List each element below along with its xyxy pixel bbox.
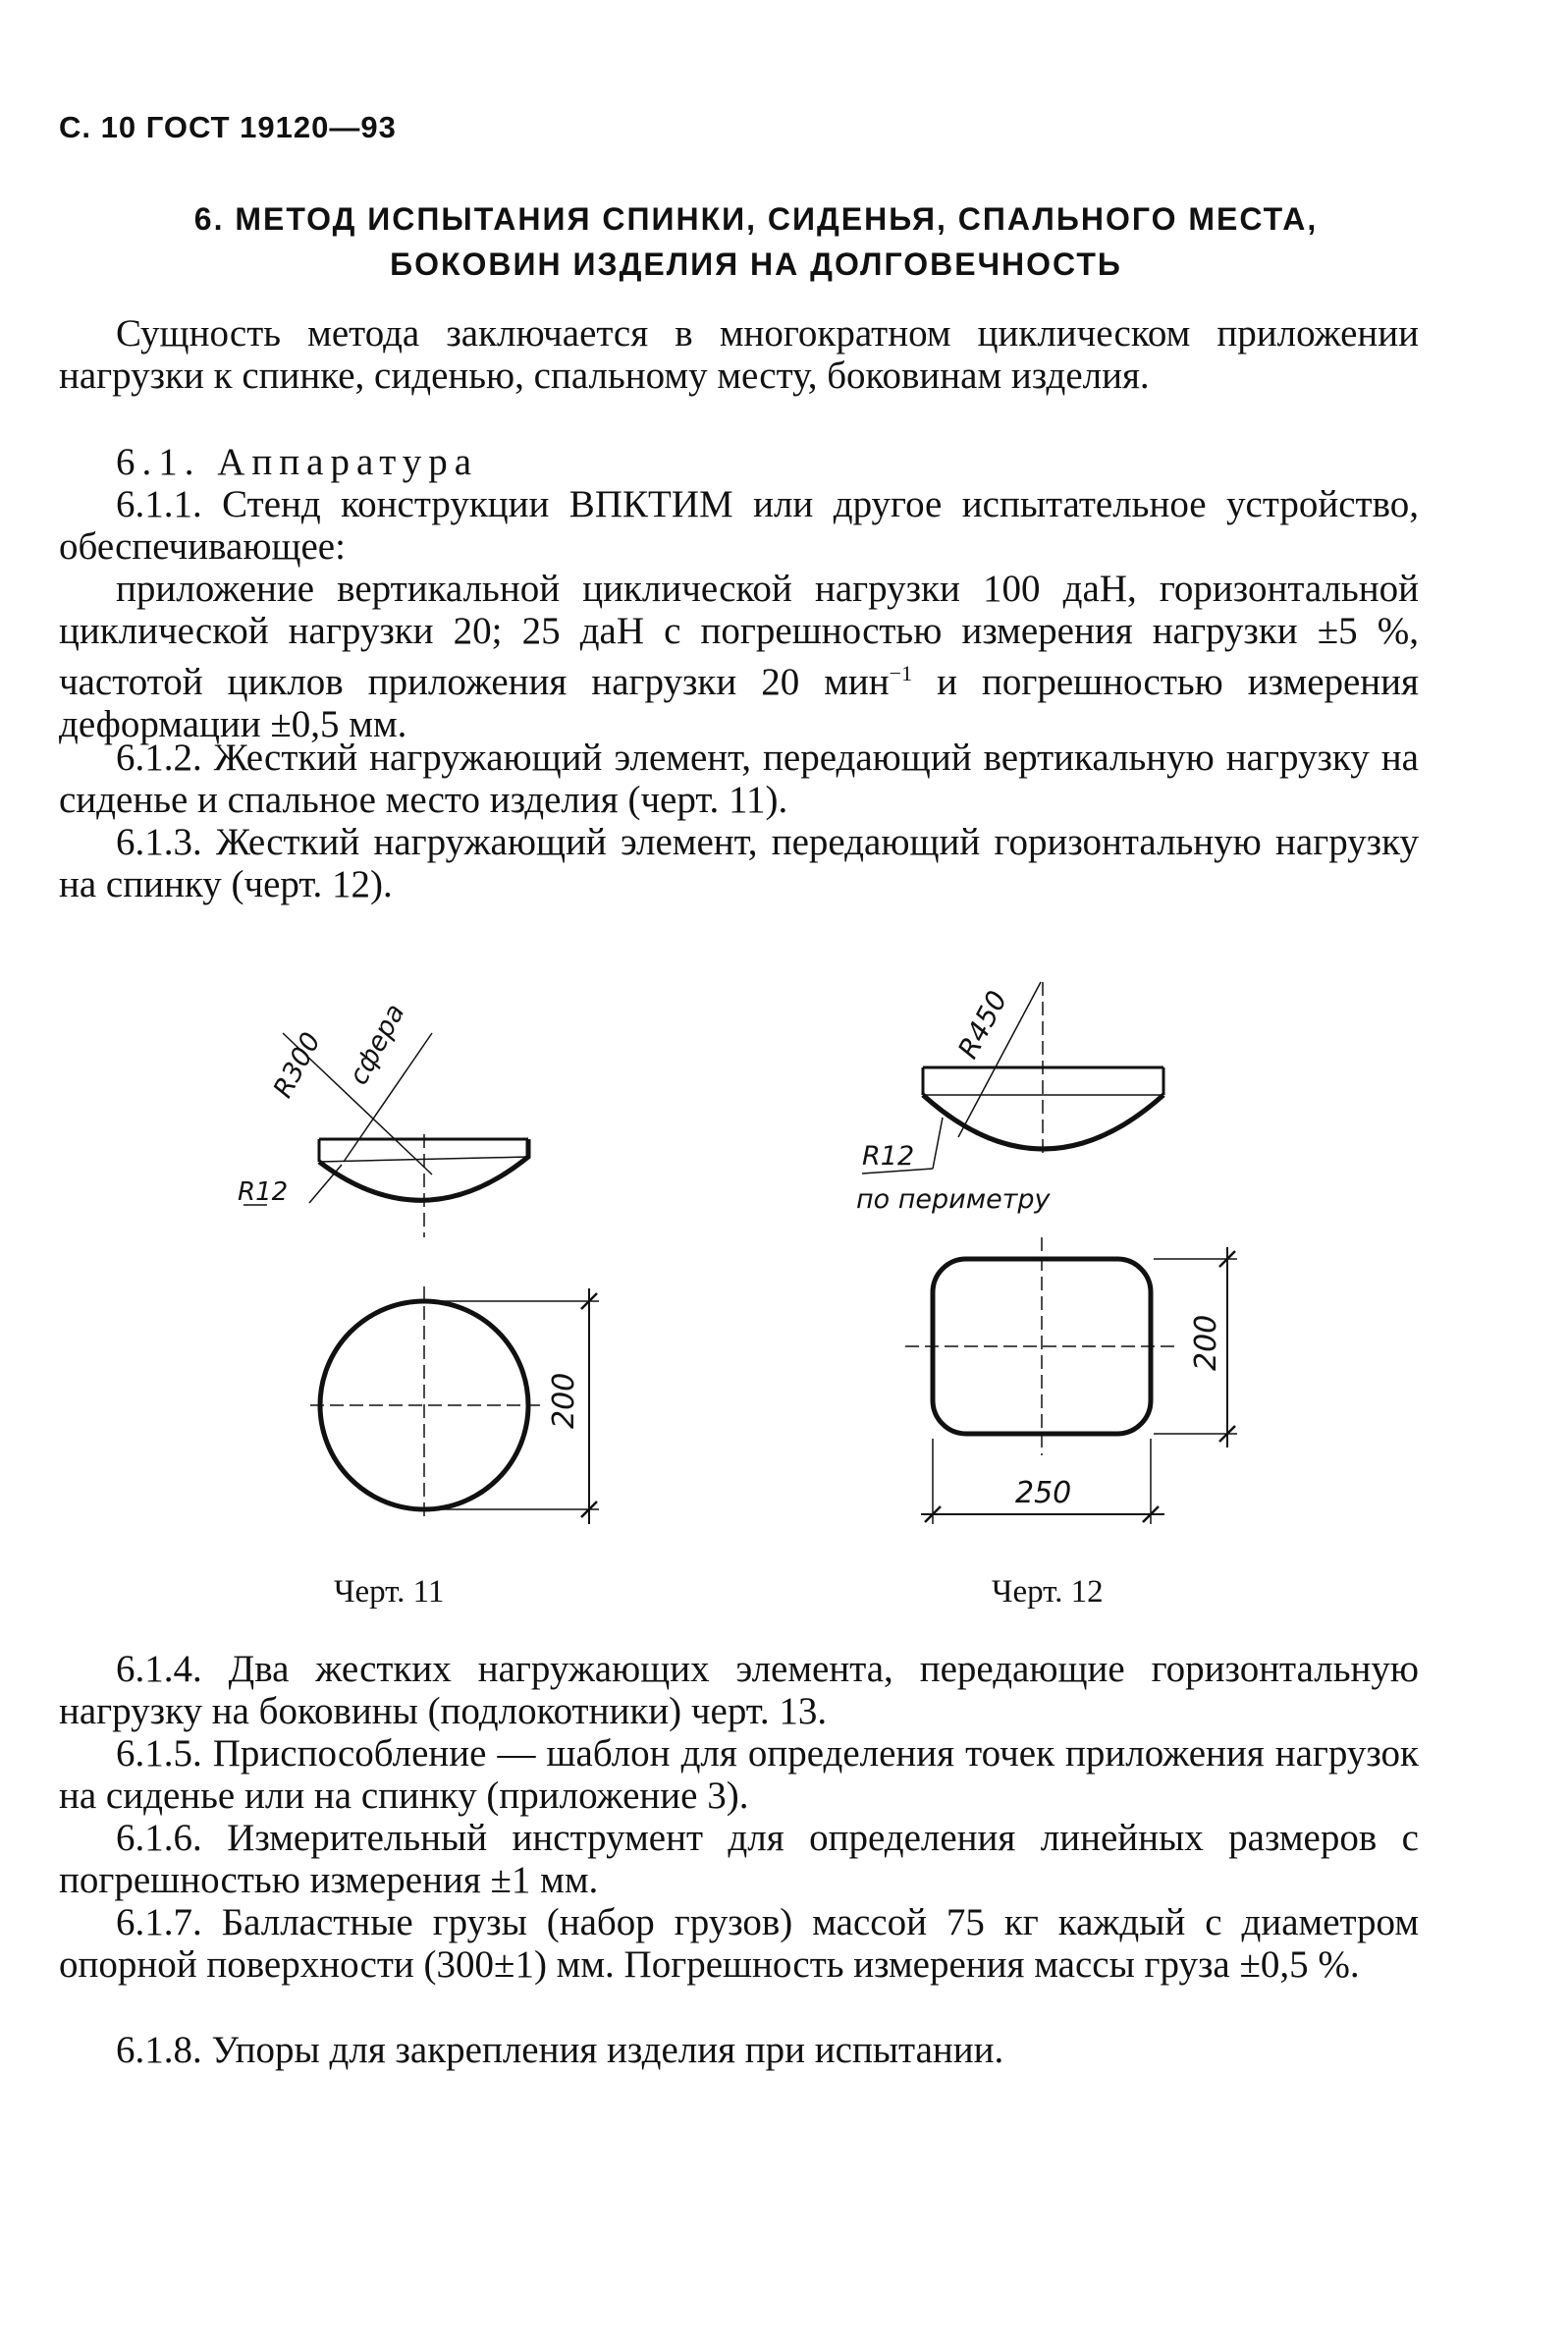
figure-12-drawing (835, 972, 1286, 1561)
page-header: С. 10 ГОСТ 19120—93 (59, 110, 397, 144)
fig12-dim-250-label: 250 (1015, 1476, 1072, 1510)
paragraph-6-1-1-text: 6.1.1. Стенд конструкции ВПКТИМ или другое испытательное устройство, обеспечивающее: (59, 483, 1419, 568)
figure-12-caption: Черт. 12 (992, 1574, 1104, 1610)
paragraph-6-1-4 (59, 1648, 1419, 1732)
superscript-minus-one: −1 (889, 661, 913, 685)
fig12-r12-leader (933, 1118, 943, 1169)
paragraph-load (59, 568, 1419, 745)
paragraph-load-text-a: приложение вертикальной циклической нагрузки 100 даН, горизонтальной циклической нагрузки 20; 25 даН с погрешностью измерения нагрузки ±5 %, частотой циклов приложения нагрузки 20 мин (59, 568, 1419, 703)
fig11-dim-200-label: 200 (547, 1372, 581, 1429)
fig11-r300-label: R300 (267, 1027, 328, 1104)
paragraph-6-1-8-text: 6.1.8. Упоры для закрепления изделия при испытании. (116, 2029, 1004, 2071)
paragraph-6-1-5-text: 6.1.5. Приспособление — шаблон для определения точек приложения нагрузок на сиденье или на спинку (приложение 3). (59, 1732, 1419, 1817)
paragraph-6-1-3 (59, 821, 1419, 905)
paragraph-6-1-8 (59, 2029, 1419, 2071)
paragraph-6-1-4-text: 6.1.4. Два жестких нагружающих элемента, передающие горизонтальную нагрузку на боковины (подлокотники) черт. 13. (59, 1648, 1419, 1732)
paragraph-6-1 (59, 441, 1419, 483)
fig12-r12-label: R12 (862, 1141, 915, 1172)
paragraph-6-1-2 (59, 737, 1419, 821)
paragraph-6-1-2-text: 6.1.2. Жесткий нагружающий элемент, передающий вертикальную нагрузку на сиденье и спальное место изделия (черт. 11). (59, 737, 1419, 821)
paragraph-essence-text: Сущность метода заключается в многократном циклическом приложении нагрузки к спинке, сиденью, спальному месту, боковинам изделия. (59, 312, 1419, 397)
section-title-line-2: БОКОВИН ИЗДЕЛИЯ НА ДОЛГОВЕЧНОСТЬ (390, 246, 1122, 282)
paragraph-6-1-6-text: 6.1.6. Измерительный инструмент для определения линейных размеров с погрешностью измерения ±1 мм. (59, 1817, 1419, 1901)
fig12-perimeter-label: по периметру (856, 1184, 1051, 1215)
paragraph-load-text-b: и погрешностью измерения деформации ±0,5 мм. (59, 661, 1419, 745)
fig11-dome-arc (319, 1139, 528, 1200)
figure-11-drawing (216, 982, 677, 1591)
fig11-r12-leader (309, 1165, 342, 1203)
fig12-r450-label: R450 (951, 985, 1014, 1065)
paragraph-6-1-6 (59, 1817, 1419, 1901)
paragraph-6-1-1 (59, 483, 1419, 568)
paragraph-essence (59, 312, 1419, 397)
figure-11-caption: Черт. 11 (334, 1574, 445, 1610)
paragraph-6-1-5 (59, 1732, 1419, 1817)
paragraph-6-1-3-text: 6.1.3. Жесткий нагружающий элемент, передающий горизонтальную нагрузку на спинку (черт. 12). (59, 821, 1419, 905)
fig11-r12-label: R12 (238, 1177, 289, 1207)
fig12-dim-200-label: 200 (1189, 1314, 1223, 1371)
paragraph-6-1-7 (59, 1901, 1419, 1986)
paragraph-6-1-text: 6.1. Аппаратура (116, 441, 479, 483)
fig11-sfera-label: сфера (343, 999, 411, 1090)
section-title-line-1: 6. МЕТОД ИСПЫТАНИЯ СПИНКИ, СИДЕНЬЯ, СПАЛЬНОГО МЕСТА, (193, 201, 1319, 237)
paragraph-6-1-7-text: 6.1.7. Балластные грузы (набор грузов) массой 75 кг каждый с диаметром опорной поверхности (300±1) мм. Погрешность измерения массы груза ±0,5 %. (59, 1901, 1419, 1986)
